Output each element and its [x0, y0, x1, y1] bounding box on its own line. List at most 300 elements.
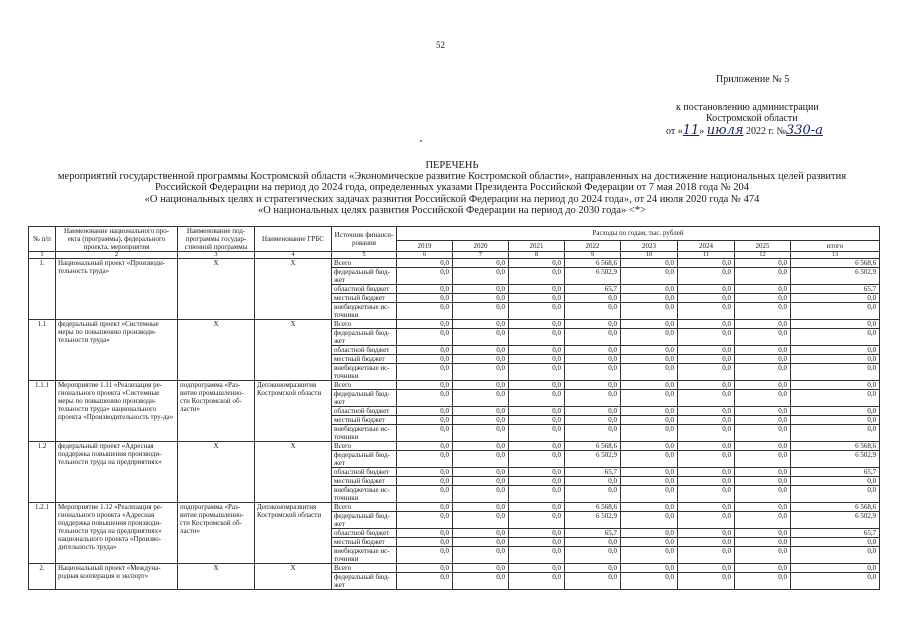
title-line-4: «О национальных целях развития Российской Федерации на период до 2030 года» <*>	[257, 204, 647, 216]
row-year-value: 0,0	[621, 503, 678, 512]
header-row	[29, 227, 880, 241]
row-year-value: 0,0	[678, 294, 735, 303]
row-year-value: 0,0	[621, 468, 678, 477]
row-subprogram: X	[178, 442, 255, 503]
row-year-value: 0,0	[735, 529, 791, 538]
row-year-value: 0,0	[565, 381, 621, 390]
row-year-value: 0,0	[735, 285, 791, 294]
row-year-value: 0,0	[453, 416, 509, 425]
appendix-title: Приложение № 5	[716, 74, 790, 85]
row-total-value: 6 568,6	[791, 259, 880, 268]
row-year-value: 0,0	[621, 573, 678, 590]
column-number: 4	[255, 252, 332, 259]
row-year-value: 0,0	[509, 451, 565, 468]
row-year-value: 0,0	[453, 547, 509, 564]
row-year-value: 0,0	[509, 381, 565, 390]
row-year-value: 0,0	[397, 346, 453, 355]
row-year-value: 0,0	[453, 564, 509, 573]
row-year-value: 0,0	[621, 320, 678, 329]
row-year-value: 0,0	[621, 477, 678, 486]
row-year-value: 0,0	[565, 303, 621, 320]
row-total-value: 0,0	[791, 564, 880, 573]
row-year-value: 0,0	[678, 364, 735, 381]
header-expenses: Расходы по годам, тыс. рублей	[397, 227, 880, 241]
row-year-value: 0,0	[735, 303, 791, 320]
row-project-name: Национальный проект «Производи-тельность труда»	[56, 259, 178, 320]
row-year-value: 0,0	[565, 355, 621, 364]
row-year-value: 0,0	[735, 538, 791, 547]
row-funding-source: областной бюджет	[332, 285, 397, 294]
header-year: 2024	[678, 240, 735, 251]
expenses-table	[28, 226, 880, 590]
row-year-value: 0,0	[453, 468, 509, 477]
row-year-value: 0,0	[565, 477, 621, 486]
row-number: 1.1.1	[29, 381, 56, 442]
row-year-value: 0,0	[509, 294, 565, 303]
row-year-value: 0,0	[453, 442, 509, 451]
row-total-value: 65,7	[791, 285, 880, 294]
row-year-value: 6 502,9	[565, 451, 621, 468]
row-year-value: 0,0	[565, 390, 621, 407]
row-year-value: 0,0	[678, 355, 735, 364]
row-number: 1.1	[29, 320, 56, 381]
row-year-value: 0,0	[509, 259, 565, 268]
row-total-value: 0,0	[791, 320, 880, 329]
row-year-value: 0,0	[453, 346, 509, 355]
stray-dot	[420, 140, 422, 142]
handwritten-month: июля	[706, 123, 744, 138]
row-year-value: 0,0	[509, 503, 565, 512]
row-year-value: 0,0	[397, 486, 453, 503]
row-funding-source: федеральный бюд-жет	[332, 268, 397, 285]
row-year-value: 0,0	[678, 442, 735, 451]
row-funding-source: федеральный бюд-жет	[332, 451, 397, 468]
row-year-value: 0,0	[735, 477, 791, 486]
row-year-value: 0,0	[735, 564, 791, 573]
row-total-value: 0,0	[791, 573, 880, 590]
row-year-value: 0,0	[678, 512, 735, 529]
handwritten-day: 11	[682, 123, 700, 138]
row-year-value: 0,0	[621, 416, 678, 425]
row-year-value: 0,0	[735, 486, 791, 503]
row-year-value: 0,0	[735, 329, 791, 346]
row-total-value: 0,0	[791, 364, 880, 381]
row-year-value: 0,0	[621, 390, 678, 407]
row-year-value: 0,0	[453, 294, 509, 303]
row-total-value: 6 502,9	[791, 268, 880, 285]
row-year-value: 0,0	[565, 486, 621, 503]
row-year-value: 0,0	[621, 303, 678, 320]
row-year-value: 0,0	[509, 346, 565, 355]
row-year-value: 0,0	[678, 268, 735, 285]
row-number: 1.	[29, 259, 56, 320]
row-year-value: 0,0	[509, 303, 565, 320]
row-year-value: 0,0	[565, 407, 621, 416]
row-number: 1.2	[29, 442, 56, 503]
row-year-value: 0,0	[509, 425, 565, 442]
decree-date-number-line	[666, 123, 823, 138]
row-total-value: 0,0	[791, 390, 880, 407]
row-year-value: 0,0	[565, 547, 621, 564]
row-year-value: 0,0	[678, 451, 735, 468]
row-year-value: 0,0	[453, 364, 509, 381]
column-numbers-row	[29, 252, 880, 259]
row-year-value: 0,0	[735, 364, 791, 381]
row-project-name: федеральный проект «Адресная поддержка повышения производи-тельности труда на предприятиях»	[56, 442, 178, 503]
row-year-value: 0,0	[453, 329, 509, 346]
row-year-value: 0,0	[678, 320, 735, 329]
row-year-value: 0,0	[509, 442, 565, 451]
row-total-value: 0,0	[791, 407, 880, 416]
row-year-value: 0,0	[621, 259, 678, 268]
row-subprogram: X	[178, 564, 255, 590]
row-year-value: 0,0	[621, 425, 678, 442]
row-year-value: 0,0	[678, 573, 735, 590]
row-year-value: 0,0	[565, 364, 621, 381]
row-subprogram: подпрограмма «Раз-витие промышленно-сти Костромской об-ласти»	[178, 381, 255, 442]
row-funding-source: Всего	[332, 259, 397, 268]
row-year-value: 0,0	[509, 477, 565, 486]
column-number: 7	[453, 252, 509, 259]
row-year-value: 0,0	[397, 329, 453, 346]
row-year-value: 0,0	[565, 346, 621, 355]
row-year-value: 0,0	[397, 468, 453, 477]
row-total-value: 65,7	[791, 529, 880, 538]
row-total-value: 0,0	[791, 355, 880, 364]
row-funding-source: местный бюджет	[332, 538, 397, 547]
row-subprogram: X	[178, 259, 255, 320]
row-year-value: 0,0	[621, 451, 678, 468]
row-year-value: 0,0	[621, 529, 678, 538]
row-year-value: 0,0	[735, 294, 791, 303]
row-year-value: 0,0	[621, 268, 678, 285]
row-year-value: 0,0	[397, 268, 453, 285]
column-number: 5	[332, 252, 397, 259]
row-year-value: 0,0	[453, 503, 509, 512]
row-funding-source: областной бюджет	[332, 407, 397, 416]
row-year-value: 0,0	[397, 259, 453, 268]
row-year-value: 0,0	[621, 285, 678, 294]
handwritten-decree-number: 330-а	[786, 123, 823, 138]
row-year-value: 0,0	[678, 285, 735, 294]
row-year-value: 0,0	[621, 381, 678, 390]
row-year-value: 0,0	[509, 268, 565, 285]
row-year-value: 0,0	[678, 381, 735, 390]
row-year-value: 0,0	[621, 564, 678, 573]
row-year-value: 0,0	[509, 468, 565, 477]
row-year-value: 0,0	[678, 503, 735, 512]
row-funding-source: областной бюджет	[332, 529, 397, 538]
row-year-value: 0,0	[735, 503, 791, 512]
row-grbs: X	[255, 442, 332, 503]
row-year-value: 0,0	[678, 547, 735, 564]
row-year-value: 0,0	[453, 381, 509, 390]
header-total: итого	[791, 240, 880, 251]
row-year-value: 0,0	[397, 303, 453, 320]
row-year-value: 0,0	[621, 547, 678, 564]
row-year-value: 0,0	[453, 573, 509, 590]
row-funding-source: Всего	[332, 564, 397, 573]
row-year-value: 0,0	[453, 355, 509, 364]
table-row	[29, 320, 880, 329]
row-year-value: 0,0	[621, 407, 678, 416]
row-funding-source: местный бюджет	[332, 355, 397, 364]
row-year-value: 0,0	[678, 477, 735, 486]
row-year-value: 0,0	[509, 538, 565, 547]
header-year: 2021	[509, 240, 565, 251]
row-year-value: 0,0	[397, 573, 453, 590]
row-year-value: 0,0	[453, 320, 509, 329]
row-total-value: 0,0	[791, 486, 880, 503]
row-year-value: 0,0	[565, 416, 621, 425]
row-year-value: 0,0	[509, 390, 565, 407]
column-number: 10	[621, 252, 678, 259]
row-year-value: 0,0	[565, 425, 621, 442]
row-year-value: 0,0	[621, 538, 678, 547]
row-year-value: 0,0	[565, 573, 621, 590]
row-year-value: 0,0	[453, 268, 509, 285]
row-year-value: 65,7	[565, 468, 621, 477]
row-total-value: 0,0	[791, 381, 880, 390]
table-row	[29, 259, 880, 268]
row-year-value: 0,0	[397, 294, 453, 303]
row-year-value: 0,0	[397, 564, 453, 573]
row-funding-source: федеральный бюд-жет	[332, 390, 397, 407]
row-funding-source: Всего	[332, 503, 397, 512]
row-funding-source: областной бюджет	[332, 346, 397, 355]
row-year-value: 0,0	[565, 538, 621, 547]
row-year-value: 0,0	[453, 486, 509, 503]
row-year-value: 0,0	[565, 329, 621, 346]
row-year-value: 0,0	[397, 364, 453, 381]
header-project: Наименование национального про-екта (программы), федерального проекта, мероприятия	[56, 227, 178, 252]
header-year: 2019	[397, 240, 453, 251]
row-total-value: 0,0	[791, 416, 880, 425]
row-year-value: 0,0	[735, 442, 791, 451]
title-line-2: Российской Федерации на период до 2024 года, определенных указами Президента Российской Федерации от 7 мая 2018 года № 204	[154, 182, 750, 194]
row-year-value: 0,0	[509, 329, 565, 346]
row-year-value: 0,0	[397, 538, 453, 547]
row-funding-source: Всего	[332, 320, 397, 329]
row-year-value: 0,0	[678, 303, 735, 320]
row-year-value: 65,7	[565, 285, 621, 294]
row-year-value: 0,0	[678, 346, 735, 355]
row-year-value: 0,0	[735, 320, 791, 329]
row-year-value: 0,0	[678, 390, 735, 407]
row-year-value: 0,0	[397, 390, 453, 407]
row-total-value: 0,0	[791, 547, 880, 564]
row-grbs: X	[255, 259, 332, 320]
row-funding-source: федеральный бюд-жет	[332, 573, 397, 590]
expenses-table-container	[28, 226, 879, 590]
row-year-value: 0,0	[453, 390, 509, 407]
row-year-value: 0,0	[509, 285, 565, 294]
row-year-value: 0,0	[678, 407, 735, 416]
row-grbs: Депэкономразвития Костромской области	[255, 381, 332, 442]
row-year-value: 0,0	[678, 529, 735, 538]
row-year-value: 0,0	[509, 564, 565, 573]
document-title-block	[0, 160, 904, 216]
row-funding-source: внебюджетные ис-точники	[332, 547, 397, 564]
row-project-name: Мероприятие 1.11 «Реализация ре-гионального проекта «Системные меры по повышению производи-тельности труда» национального проекта «Производительность тру-да»	[56, 381, 178, 442]
row-total-value: 0,0	[791, 346, 880, 355]
row-year-value: 0,0	[678, 416, 735, 425]
row-year-value: 0,0	[678, 486, 735, 503]
row-funding-source: внебюджетные ис-точники	[332, 364, 397, 381]
date-prefix: от «	[666, 126, 683, 137]
row-total-value: 6 502,9	[791, 451, 880, 468]
row-year-value: 0,0	[735, 390, 791, 407]
row-year-value: 0,0	[397, 416, 453, 425]
row-year-value: 0,0	[678, 329, 735, 346]
row-year-value: 0,0	[453, 407, 509, 416]
column-number: 6	[397, 252, 453, 259]
row-project-name: федеральный проект «Системные меры по повышению производи-тельности труда»	[56, 320, 178, 381]
row-year-value: 0,0	[735, 547, 791, 564]
row-year-value: 0,0	[453, 259, 509, 268]
row-year-value: 0,0	[453, 285, 509, 294]
header-year: 2023	[621, 240, 678, 251]
date-year: 2022 г. №	[746, 126, 787, 137]
row-funding-source: местный бюджет	[332, 294, 397, 303]
row-total-value: 6 568,6	[791, 503, 880, 512]
row-year-value: 0,0	[509, 416, 565, 425]
row-year-value: 0,0	[509, 529, 565, 538]
header-source: Источник финанси-рования	[332, 227, 397, 252]
row-year-value: 0,0	[735, 407, 791, 416]
row-total-value: 0,0	[791, 303, 880, 320]
row-year-value: 0,0	[735, 512, 791, 529]
title-line-1: мероприятий государственной программы Костромской области «Экономическое развитие Костромской области», направленных на достижение национальных целей развития	[57, 171, 847, 183]
row-grbs: X	[255, 320, 332, 381]
date-mid: »	[699, 126, 705, 137]
row-total-value: 0,0	[791, 538, 880, 547]
row-year-value: 0,0	[397, 529, 453, 538]
row-grbs: Депэкономразвития Костромской области	[255, 503, 332, 564]
column-number: 11	[678, 252, 735, 259]
header-num: № п/п	[29, 227, 56, 252]
column-number: 9	[565, 252, 621, 259]
row-funding-source: внебюджетные ис-точники	[332, 303, 397, 320]
table-body	[29, 252, 880, 590]
row-year-value: 0,0	[453, 477, 509, 486]
row-year-value: 0,0	[621, 355, 678, 364]
decree-reference-line-2: Костромской области	[706, 113, 798, 124]
header-grbs: Наименование ГРБС	[255, 227, 332, 252]
row-year-value: 6 502,9	[565, 512, 621, 529]
row-year-value: 0,0	[735, 573, 791, 590]
column-number: 8	[509, 252, 565, 259]
row-year-value: 6 502,9	[565, 268, 621, 285]
row-project-name: Мероприятие 1.12 «Реализация ре-гионального проекта «Адресная поддержка повышения производи-тельности труда на предприятиях» национального проекта «Произво-дительность труда»	[56, 503, 178, 564]
row-year-value: 0,0	[397, 512, 453, 529]
row-subprogram: подпрограмма «Раз-витие промышленно-сти Костромской об-ласти»	[178, 503, 255, 564]
row-funding-source: внебюджетные ис-точники	[332, 486, 397, 503]
header-year: 2020	[453, 240, 509, 251]
row-year-value: 0,0	[397, 451, 453, 468]
row-year-value: 0,0	[509, 407, 565, 416]
header-year: 2022	[565, 240, 621, 251]
row-year-value: 6 568,6	[565, 442, 621, 451]
row-funding-source: внебюджетные ис-точники	[332, 425, 397, 442]
row-year-value: 0,0	[735, 259, 791, 268]
row-year-value: 6 568,6	[565, 259, 621, 268]
row-year-value: 0,0	[621, 294, 678, 303]
column-number: 12	[735, 252, 791, 259]
row-funding-source: местный бюджет	[332, 416, 397, 425]
row-year-value: 0,0	[397, 503, 453, 512]
row-year-value: 0,0	[509, 547, 565, 564]
header-subprogram: Наименование под-программы государ-ственной программы	[178, 227, 255, 252]
page-number: 52	[436, 40, 445, 50]
row-year-value: 0,0	[453, 451, 509, 468]
row-year-value: 0,0	[397, 320, 453, 329]
row-funding-source: Всего	[332, 442, 397, 451]
row-total-value: 0,0	[791, 294, 880, 303]
table-row	[29, 503, 880, 512]
row-total-value: 0,0	[791, 477, 880, 486]
row-year-value: 0,0	[678, 425, 735, 442]
row-year-value: 0,0	[397, 381, 453, 390]
row-total-value: 0,0	[791, 425, 880, 442]
decree-reference-line-1: к постановлению администрации	[676, 102, 819, 113]
row-year-value: 0,0	[453, 538, 509, 547]
row-year-value: 0,0	[509, 355, 565, 364]
row-year-value: 0,0	[509, 364, 565, 381]
row-year-value: 0,0	[735, 346, 791, 355]
column-number: 13	[791, 252, 880, 259]
title-line-3: «О национальных целях и стратегических задачах развития Российской Федерации на период до 2024 года», от 24 июля 2020 года № 474	[144, 193, 760, 205]
row-year-value: 0,0	[397, 442, 453, 451]
row-total-value: 6 502,9	[791, 512, 880, 529]
row-year-value: 0,0	[397, 477, 453, 486]
row-total-value: 6 568,6	[791, 442, 880, 451]
row-year-value: 0,0	[509, 320, 565, 329]
row-year-value: 0,0	[565, 294, 621, 303]
row-funding-source: Всего	[332, 381, 397, 390]
header-year: 2025	[735, 240, 791, 251]
row-year-value: 0,0	[509, 486, 565, 503]
row-funding-source: федеральный бюд-жет	[332, 329, 397, 346]
row-number: 1.2.1	[29, 503, 56, 564]
row-year-value: 0,0	[735, 381, 791, 390]
row-total-value: 65,7	[791, 468, 880, 477]
row-year-value: 0,0	[621, 486, 678, 503]
column-number: 2	[56, 252, 178, 259]
row-project-name: Национальный проект «Междуна-родная кооперация и экспорт»	[56, 564, 178, 590]
row-year-value: 0,0	[735, 416, 791, 425]
row-year-value: 0,0	[735, 451, 791, 468]
document-heading: ПЕРЕЧЕНЬ	[425, 160, 479, 171]
column-number: 1	[29, 252, 56, 259]
row-year-value: 0,0	[565, 564, 621, 573]
row-year-value: 0,0	[621, 512, 678, 529]
row-funding-source: федеральный бюд-жет	[332, 512, 397, 529]
row-year-value: 0,0	[397, 355, 453, 364]
row-year-value: 0,0	[509, 573, 565, 590]
row-year-value: 0,0	[621, 329, 678, 346]
row-funding-source: местный бюджет	[332, 477, 397, 486]
row-year-value: 0,0	[453, 529, 509, 538]
row-year-value: 0,0	[509, 512, 565, 529]
row-year-value: 0,0	[621, 346, 678, 355]
column-number: 3	[178, 252, 255, 259]
row-year-value: 0,0	[397, 547, 453, 564]
row-year-value: 0,0	[453, 303, 509, 320]
row-year-value: 0,0	[678, 538, 735, 547]
row-grbs: X	[255, 564, 332, 590]
row-year-value: 0,0	[621, 442, 678, 451]
